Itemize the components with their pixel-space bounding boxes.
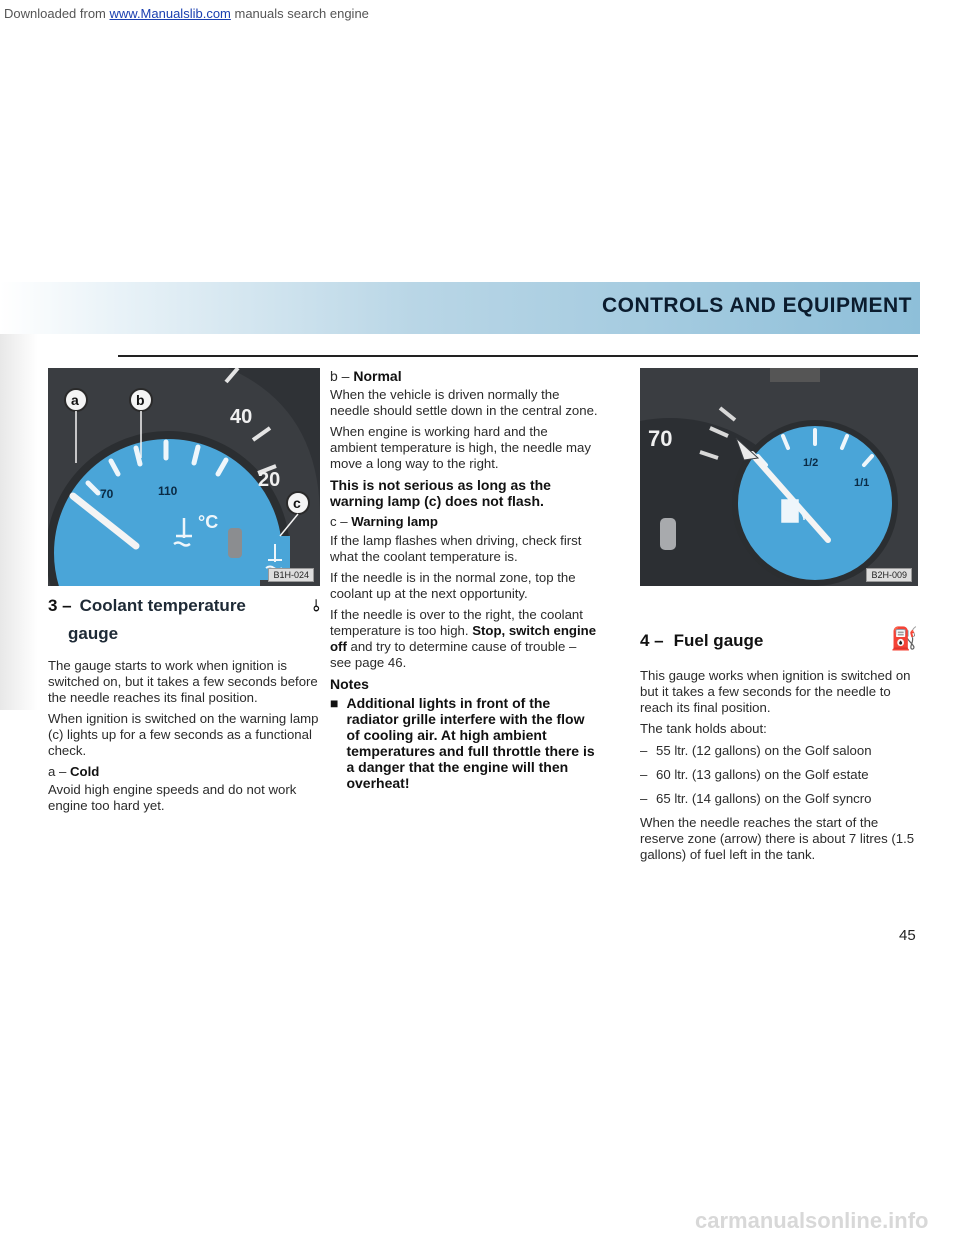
overheat-text-a: If the needle is over to the right, the coolant temperature is too high. bbox=[330, 607, 583, 638]
overheat-text-c: and try to determine cause of trouble – see page 46. bbox=[330, 639, 577, 670]
capacity-estate: 60 ltr. (13 gallons) on the Golf estate bbox=[656, 767, 869, 782]
coolant-body-text bbox=[48, 658, 320, 819]
coolant-paragraph-1: The gauge starts to work when ignition is switched on, but it takes a few seconds before the needle reaches its final position. bbox=[48, 658, 318, 705]
coolant-gauge-illustration bbox=[48, 368, 320, 586]
manualslib-link[interactable]: www.Manualslib.com bbox=[109, 6, 231, 21]
figure-code-right: B2H-009 bbox=[866, 568, 912, 582]
header-rule bbox=[118, 355, 918, 357]
cold-prefix: a – bbox=[48, 764, 67, 779]
coolant-paragraph-2: When ignition is switched on the warning lamp (c) lights up for a few seconds as a functional check. bbox=[48, 711, 319, 758]
not-serious-note: This is not serious as long as the warning lamp (c) does not flash. bbox=[330, 477, 551, 509]
warning-paragraph-3 bbox=[330, 607, 598, 671]
normal-heading: Normal bbox=[353, 368, 402, 384]
tick-label-full: 1/1 bbox=[854, 477, 870, 489]
fuel-gauge-title: Fuel gauge bbox=[673, 631, 764, 650]
label-a: a bbox=[71, 392, 79, 408]
tick-label-70: 70 bbox=[100, 487, 114, 501]
fuel-body-text bbox=[640, 668, 918, 868]
fuel-gauge-figure bbox=[640, 368, 918, 586]
fuel-pump-symbol-icon: ⛽ bbox=[890, 626, 918, 651]
page-title: CONTROLS AND EQUIPMENT bbox=[601, 294, 912, 317]
coolant-gauge-figure bbox=[48, 368, 320, 586]
notes-heading: Notes bbox=[330, 676, 369, 692]
cold-heading: Cold bbox=[70, 764, 100, 779]
download-suffix: manuals search engine bbox=[230, 6, 369, 21]
normal-prefix: b – bbox=[330, 368, 350, 384]
page-number: 45 bbox=[899, 927, 916, 944]
fuel-paragraph-2: The tank holds about: bbox=[640, 721, 767, 736]
reserve-paragraph: When the needle reaches the start of the reserve zone (arrow) there is about 7 litres (1.5 gallons) of fuel left in the tank. bbox=[640, 815, 915, 862]
list-item bbox=[640, 767, 918, 783]
list-dash: – bbox=[640, 767, 648, 782]
fuel-paragraph-1: This gauge works when ignition is switched on but it takes a few seconds for the needle to reach its final position. bbox=[640, 668, 911, 715]
switch-knob-right bbox=[660, 518, 676, 550]
stop-engine-instruction: Stop, switch engine off bbox=[330, 623, 597, 654]
section-number-3: 3 – bbox=[48, 596, 72, 615]
celsius-symbol: °C bbox=[198, 512, 219, 532]
list-item bbox=[640, 791, 918, 807]
watermark-text: carmanualsonline.info bbox=[695, 1208, 929, 1233]
cold-paragraph: Avoid high engine speeds and do not work engine too hard yet. bbox=[48, 782, 297, 813]
warning-prefix: c – bbox=[330, 514, 348, 529]
tick-label-110: 110 bbox=[158, 484, 178, 498]
section-number-4: 4 – bbox=[640, 631, 664, 650]
capacity-saloon: 55 ltr. (12 gallons) on the Golf saloon bbox=[656, 743, 872, 758]
tick-label-half: 1/2 bbox=[803, 457, 819, 469]
fuel-gauge-heading bbox=[640, 626, 918, 652]
fuel-gauge-illustration bbox=[640, 368, 918, 586]
page-edge-shadow bbox=[0, 290, 38, 710]
warning-paragraph-2: If the needle is in the normal zone, top the coolant up at the next opportunity. bbox=[330, 570, 576, 601]
normal-paragraph-2: When engine is working hard and the ambient temperature is high, the needle may move a long way to the right. bbox=[330, 424, 591, 471]
note-text: Additional lights in front of the radiator grille interfere with the flow of cooling air. At high ambient temperatures and full throttle there is a danger that the engine will then overheat! bbox=[346, 695, 595, 791]
normal-paragraph-1: When the vehicle is driven normally the needle should settle down in the central zone. bbox=[330, 387, 598, 418]
label-b: b bbox=[136, 392, 145, 408]
download-prefix: Downloaded from bbox=[4, 6, 110, 21]
warning-lamp-heading: Warning lamp bbox=[351, 514, 438, 529]
coolant-title-line2: gauge bbox=[68, 624, 119, 643]
list-dash: – bbox=[640, 791, 648, 806]
download-source-line bbox=[4, 6, 369, 21]
warning-paragraph-1: If the lamp flashes when driving, check first what the coolant temperature is. bbox=[330, 533, 582, 564]
switch-knob bbox=[228, 528, 242, 558]
middle-column bbox=[330, 368, 598, 791]
tick-label-70-fuel: 70 bbox=[648, 426, 673, 451]
coolant-gauge-symbol-icon: ⫰ bbox=[313, 598, 320, 615]
list-dash: – bbox=[640, 743, 648, 758]
tank-capacity-list bbox=[640, 743, 918, 807]
tick-label-40: 40 bbox=[230, 406, 253, 428]
tick-label-20: 20 bbox=[258, 469, 281, 491]
note-bullet: ■ bbox=[330, 695, 339, 711]
capacity-syncro: 65 ltr. (14 gallons) on the Golf syncro bbox=[656, 791, 872, 806]
figure-code-left: B1H-024 bbox=[268, 568, 314, 582]
coolant-title-line1: Coolant temperature bbox=[79, 596, 246, 615]
note-item bbox=[330, 695, 598, 791]
label-c: c bbox=[293, 495, 301, 511]
coolant-gauge-heading bbox=[48, 596, 320, 644]
list-item bbox=[640, 743, 918, 759]
